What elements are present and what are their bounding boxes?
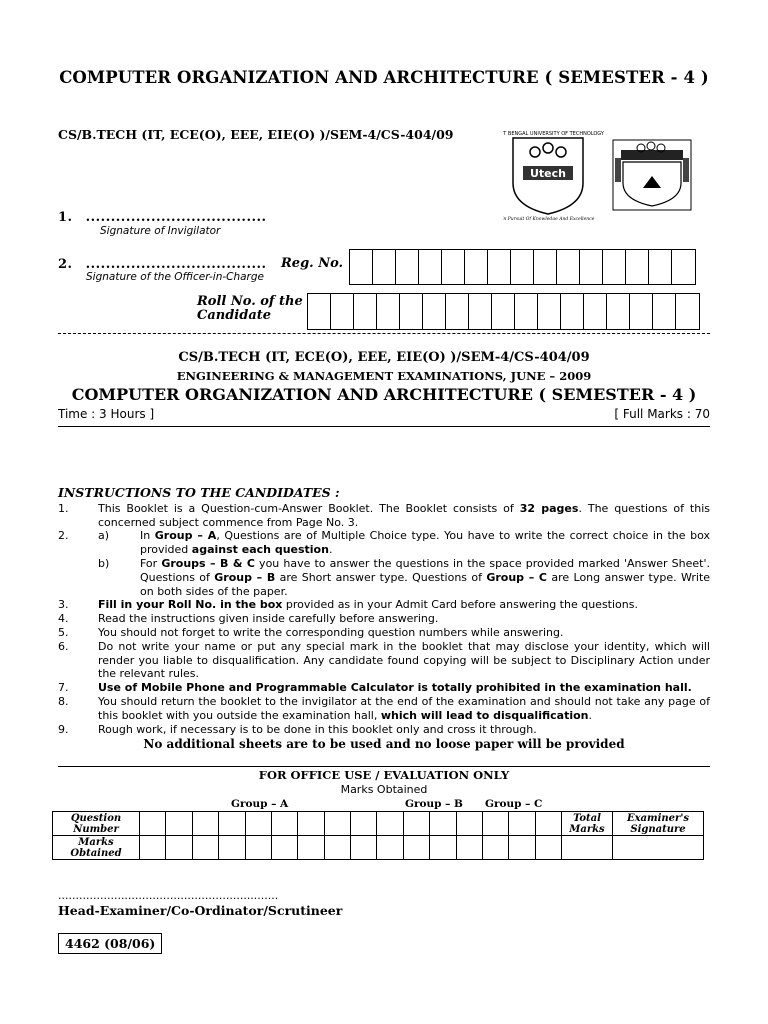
instruction-3-text-b: provided as in your Admit Card before answering the questions.: [282, 598, 638, 612]
head-examiner-label: Head-Examiner/Co-Ordinator/Scrutineer: [58, 903, 343, 918]
booklet-code: 4462 (08/06): [58, 933, 162, 954]
instruction-2b-text-c: you have to answer the questions in the space provided marked 'Answer Sheet'. Questions of: [140, 556, 710, 584]
instruction-7-text: Use of Mobile Phone and Programmable Calculator is totally prohibited in the examination hall.: [98, 681, 692, 695]
instruction-8-text-c: .: [588, 708, 592, 722]
instruction-2a-text-a: In: [140, 529, 155, 543]
marks-obtained-header: Marks Obtained: [53, 836, 140, 860]
instruction-4-text: Read the instructions given inside carefully before answering.: [98, 612, 439, 626]
instruction-4: 4. Read the instructions given inside carefully before answering.: [58, 612, 710, 626]
reg-no-label: Reg. No.: [281, 256, 344, 271]
instruction-2a-text-c: , Questions are of Multiple Choice type. You have to write the correct choice in the box provided: [140, 529, 710, 557]
invigilator-caption: Signature of Invigilator: [100, 225, 221, 237]
instructions-heading: INSTRUCTIONS TO THE CANDIDATES :: [58, 485, 340, 500]
total-marks-cell[interactable]: [562, 836, 613, 860]
instruction-2a: 2. a) In Group – A, Questions are of Multiple Choice type. You have to write the correct choice in the box provided against each question.: [58, 529, 710, 557]
instruction-2b-text-b: Groups – B & C: [161, 556, 255, 570]
instruction-8-text-a: You should return the booklet to the invigilator at the end of the examination and should not take any page of this booklet with you outside the examination hall,: [98, 694, 710, 722]
invigilator-dots: ....................................: [85, 210, 267, 225]
office-question-row: [53, 812, 704, 836]
instruction-1: 1. This Booklet is a Question-cum-Answer Booklet. The Booklet consists of 32 pages. The questions of this concerned subject commence from Page No. 3.: [58, 501, 710, 529]
instruction-2b-text-f: Group – C: [486, 570, 548, 584]
instruction-6-text: Do not write your name or put any special mark in the booklet that may disclose your identity, which will render you liable to disqualification. Any candidate found copying will be subject to Disciplinary Action under the relevant rules.: [98, 639, 710, 681]
instruction-2a-text-b: Group – A: [154, 529, 217, 543]
office-subtitle: Marks Obtained: [340, 783, 428, 796]
instruction-1-text-a: This Booklet is a Question-cum-Answer Booklet. The Booklet consists of: [98, 501, 520, 515]
instructions: [58, 486, 710, 752]
roll-no-label: [197, 295, 303, 323]
group-a-label: Group – A: [231, 798, 289, 810]
roll-no-label-line1: Roll No. of the: [197, 294, 303, 309]
reg-no-boxes[interactable]: [349, 249, 696, 285]
instruction-8: 8. You should return the booklet to the invigilator at the end of the examination and should not take any page of this booklet with you outside the examination hall, which will lead to disqualification.: [58, 694, 710, 722]
cut-line: [58, 333, 710, 334]
instruction-9-text: Rough work, if necessary is to be done in this booklet only and cross it through.: [98, 722, 537, 736]
officer-number: 2.: [58, 257, 73, 272]
university-logo: [503, 128, 703, 220]
page-title: COMPUTER ORGANIZATION AND ARCHITECTURE ( SEMESTER - 4 ): [59, 68, 709, 87]
instruction-7: 7. Use of Mobile Phone and Programmable Calculator is totally prohibited in the examination hall.: [58, 681, 692, 695]
instruction-2b-text-d: Group – B: [214, 570, 276, 584]
roll-no-label-line2: Candidate: [197, 308, 272, 323]
instruction-2b-text-a: For: [140, 556, 162, 570]
exam-session: ENGINEERING & MANAGEMENT EXAMINATIONS, JUNE – 2009: [176, 369, 592, 383]
logo-motto: In Pursuit Of Knowledge And Excellence: [503, 217, 595, 220]
group-c-label: Group – C: [485, 798, 543, 810]
examiner-signature-header: Examiner's Signature: [613, 812, 704, 836]
group-b-label: Group – B: [405, 798, 463, 810]
officer-caption: Signature of the Officer-in-Charge: [86, 271, 264, 283]
logo-name: Utech: [529, 167, 567, 180]
examiner-signature-cell[interactable]: [613, 836, 704, 860]
invigilator-number: 1.: [58, 210, 73, 225]
instruction-2b-text-g: are Long answer type. Write on both sides of the paper.: [140, 570, 711, 598]
exam-title: COMPUTER ORGANIZATION AND ARCHITECTURE ( SEMESTER - 4 ): [71, 385, 697, 404]
office-rule: [58, 766, 710, 767]
instruction-2b-text-e: are Short answer type. Questions of: [275, 570, 487, 584]
header-rule: [58, 426, 710, 427]
instruction-6: 6. Do not write your name or put any special mark in the booklet that may disclose your identity, which will render you liable to disqualification. Any candidate found copying will be subject to Disciplinary Action under the relevant rules.: [58, 639, 710, 681]
exam-time: Time : 3 Hours ]: [58, 407, 155, 421]
invigilator-signature-line: [58, 210, 267, 225]
office-marks-table: [52, 811, 704, 860]
office-title: FOR OFFICE USE / EVALUATION ONLY: [258, 768, 510, 782]
total-marks-header: Total Marks: [562, 812, 613, 836]
instruction-5-text: You should not forget to write the corresponding question numbers while answering.: [98, 625, 564, 639]
officer-signature-line: [58, 257, 267, 272]
head-examiner-dots: ...............................................................: [58, 889, 279, 902]
instruction-2a-text-d: against each question: [191, 543, 329, 557]
instruction-5: 5. You should not forget to write the corresponding question numbers while answering.: [58, 626, 710, 640]
roll-no-boxes[interactable]: [307, 293, 700, 330]
instruction-3-text-a: Fill in your Roll No. in the box: [98, 598, 283, 612]
instruction-2b: b) For Groups – B & C you have to answer the questions in the space provided marked 'Answer Sheet'. Questions of Group – B are Short answer type. Questions of Group – C are Long answer type. Write on both sides of the paper.: [98, 556, 711, 598]
instruction-2a-text-e: .: [328, 543, 333, 557]
exam-full-marks: [ Full Marks : 70: [614, 407, 710, 421]
instruction-9: 9. Rough work, if necessary is to be done in this booklet only and cross it through.: [58, 723, 710, 737]
instruction-8-text-b: which will lead to disqualification: [380, 708, 589, 722]
question-number-header: Question Number: [53, 812, 140, 836]
instruction-3: 3. Fill in your Roll No. in the box provided as in your Admit Card before answering the questions.: [58, 598, 638, 612]
paper-code: CS/B.TECH (IT, ECE(O), EEE, EIE(O) )/SEM-4/CS-404/09: [58, 127, 454, 142]
exam-code: CS/B.TECH (IT, ECE(O), EEE, EIE(O) )/SEM-4/CS-404/09: [178, 350, 590, 365]
instruction-1-text-c: . The questions of this concerned subject commence from Page No. 3.: [98, 501, 710, 529]
office-marks-row: [53, 836, 704, 860]
instructions-footer: No additional sheets are to be used and no loose paper will be provided: [143, 737, 625, 752]
logo-university-text: WEST BENGAL UNIVERSITY OF TECHNOLOGY: [503, 131, 604, 137]
officer-dots: ....................................: [85, 257, 267, 272]
instruction-1-text-b: 32 pages: [519, 501, 579, 515]
